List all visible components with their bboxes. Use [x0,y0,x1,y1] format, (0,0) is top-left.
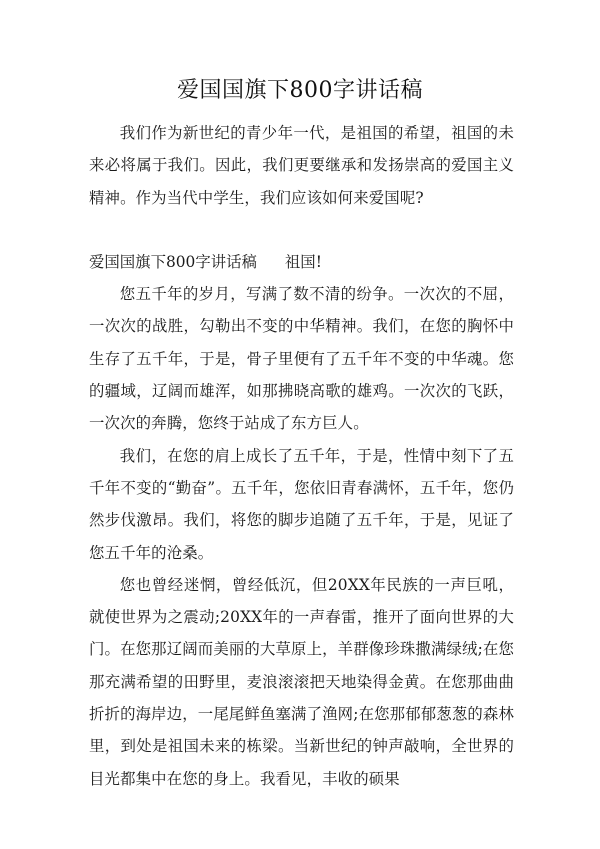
paragraph-gap [89,214,514,246]
intro-paragraph: 我们作为新世纪的青少年一代，是祖国的希望，祖国的未来必将属于我们。因此，我们更要继承和发扬崇高的爱国主义精神。作为当代中学生，我们应该如何来爱国呢? [89,124,514,207]
body-paragraph-1: 您五千年的岁月，写满了数不清的纷争。一次次的不屈，一次次的战胜，勾勒出不变的中华精神。我们，在您的胸怀中生存了五千年，于是，骨子里便有了五千年不变的中华魂。您的疆域，辽阔而雄浑，如那拂晓高歌的雄鸡。一次次的飞跃，一次次的奔腾，您终于站成了东方巨人。 [89,285,514,433]
salutation: 祖国! [284,252,322,271]
section-heading: 爱国国旗下800字讲话稿 [89,252,257,271]
body-paragraph-3: 您也曾经迷惘，曾经低沉，但20XX年民族的一声巨吼，就使世界为之震动;20XX年的一声春雷，推开了面向世界的大门。在您那辽阔而美丽的大草原上，羊群像珍珠撒满绿绒;在您那充满希望的田野里，麦浪滚滚把天地染得金黄。在您那曲曲折折的海岸边，一尾尾鲜鱼塞满了渔网;在您那郁郁葱葱的森林里，到处是祖国未来的栋梁。当新世纪的钟声敲响，全世界的目光都集中在您的身上。我看见，丰收的硕果 [89,575,514,788]
section-heading-line [89,246,514,278]
body-paragraph-2: 我们，在您的肩上成长了五千年，于是，性情中刻下了五千年不变的“勤奋”。五千年，您依旧青春满怀，五千年，您仍然步伐激昂。我们，将您的脚步追随了五千年，于是，见证了您五千年的沧桑。 [89,446,514,562]
document-title: 爱国国旗下800字讲话稿 [177,78,423,103]
document-body [89,117,514,795]
